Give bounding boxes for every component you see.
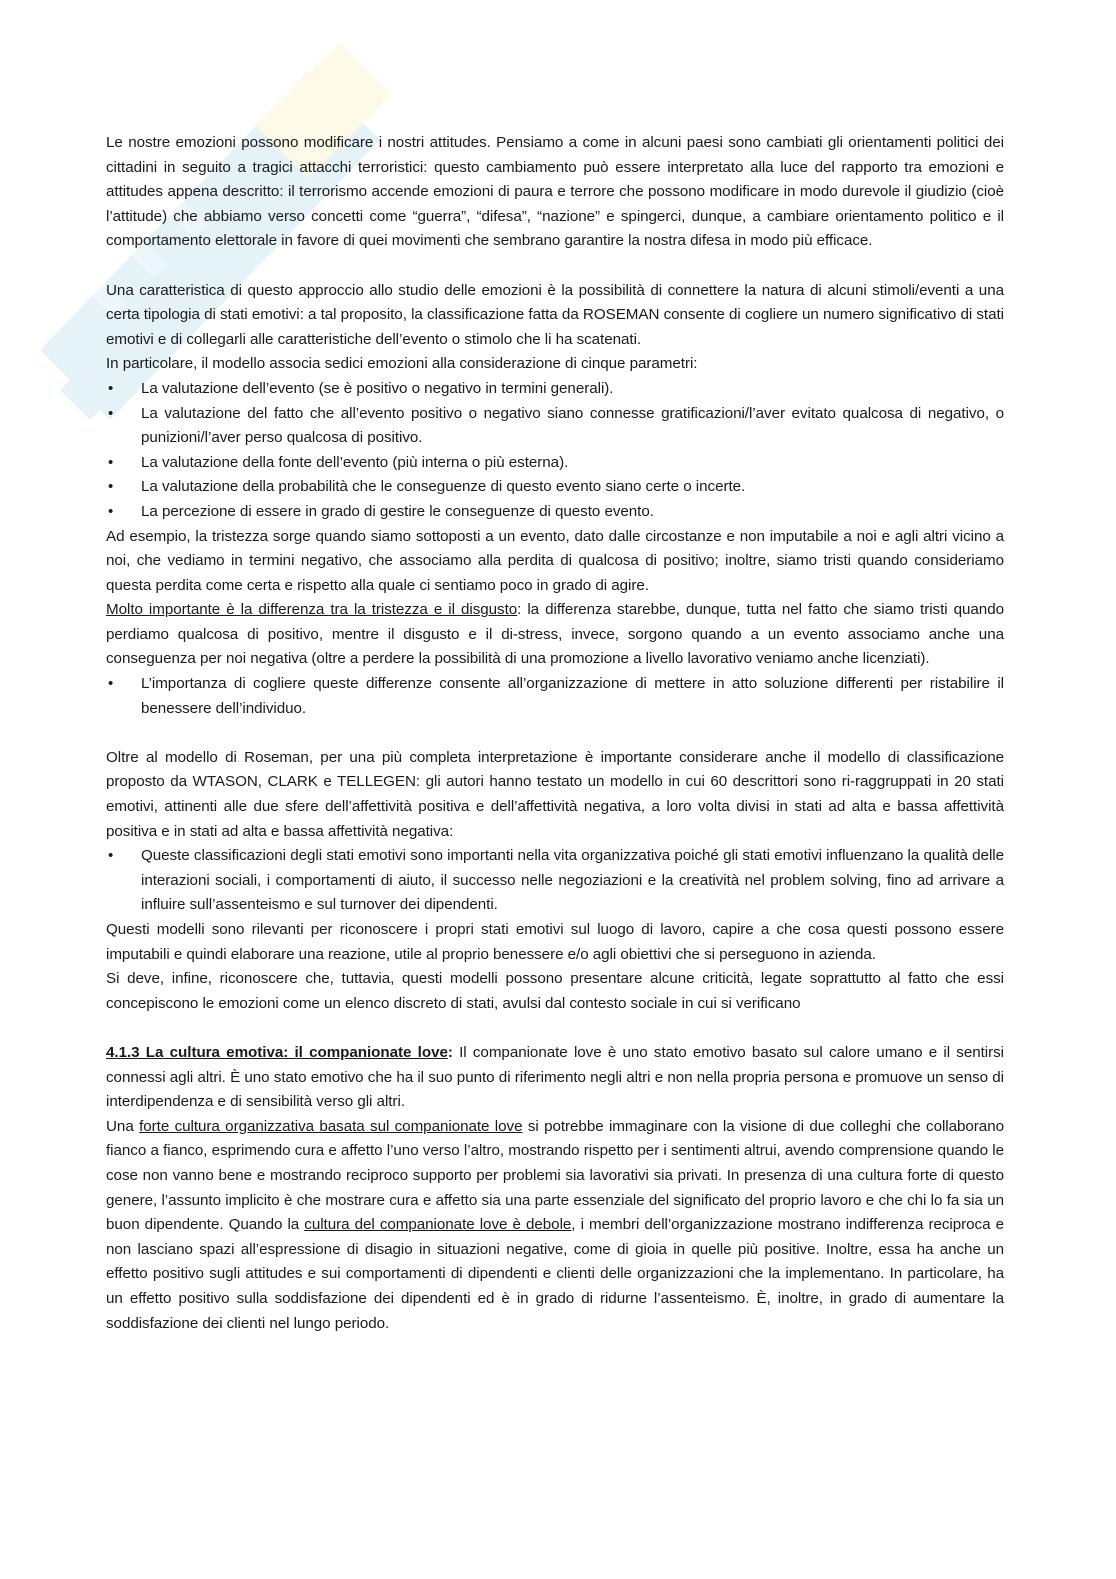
paragraph-emotions-attitudes: Le nostre emozioni possono modificare i nostri attitudes. Pensiamo a come in alcuni paesi sono cambiati gli orientamenti politici dei cittadini in seguito a tragici attacchi terroristici: questo cambiamento può essere interpretato alla luce del rapporto tra emozioni e attitudes appena descritto: il terrorismo accende emozioni di paura e terrore che possono modificare in modo durevole il giudizio (cioè l’attitude) che abbiamo verso concetti come “guerra”, “difesa”, “nazione” e spingerci, dunque, a cambiare orientamento politico e il comportamento elettorale in favore di quei movimenti che sembrano garantire la nostra difesa in modo più efficace. — [106, 134, 1004, 250]
paragraph-sadness-disgust: Molto importante è la differenza tra la tristezza e il disgusto: la differenza starebbe, dunque, tutta nel fatto che siamo tristi quando perdiamo qualcosa di positivo, mentre il disgusto e il di-stress, invece, sorgono quando a un evento associamo anche una conseguenza per noi negativa (oltre a perdere la possibilità di una promozione a livello lavorativo veniamo anche licenziati). — [106, 601, 1004, 668]
list-item: • La valutazione del fatto che all’evento positivo o negativo siano connesse gratificazioni/l’aver evitato qualcosa di negativo, o punizioni/l’aver perso qualcosa di positivo. — [106, 402, 1004, 451]
paragraph-companionate-love: 4.1.3 La cultura emotiva: il companionate love: Il companionate love è uno stato emotivo basato sul calore umano e il sentirsi connessi agli altri. È uno stato emotivo che ha il suo punto di riferimento negli altri e non nella propria persona e promuove un senso di interdipendenza e di sensibilità verso gli altri. — [106, 1043, 1004, 1111]
document-body — [106, 131, 1004, 1336]
paragraph-sadness-example: Ad esempio, la tristezza sorge quando siamo sottoposti a un evento, dato dalle circostanze e non imputabile a noi e agli altri vicino a noi, che vediamo in termini negativo, che associamo alla perdita di qualcosa di positivo; inoltre, siamo tristi quando consideriamo questa perdita come certa e rispetto alla quale ci sentiamo poco in grado di agire. — [106, 527, 1004, 594]
section-heading: 4.1.3 La cultura emotiva: il companionate love — [106, 1043, 448, 1061]
differences-list — [106, 672, 1004, 721]
paragraph-five-parameters: In particolare, il modello associa sedici emozioni alla considerazione di cinque parametri: — [106, 355, 698, 373]
parameters-list — [106, 377, 1004, 525]
list-item: • La valutazione dell’evento (se è positivo o negativo in termini generali). — [106, 377, 1004, 402]
paragraph-roseman-approach: Una caratteristica di questo approccio allo studio delle emozioni è la possibilità di connettere la natura di alcuni stimoli/eventi a una certa tipologia di stati emotivi: a tal proposito, la classificazione fatta da ROSEMAN consente di cogliere un numero significativo di stati emotivi e di collegarli alle caratteristiche dell’evento o stimolo che li ha scatenati. — [106, 281, 1004, 348]
list-item: • La valutazione della fonte dell’evento (più interna o più esterna). — [106, 451, 1004, 476]
underlined-phrase: Molto importante è la differenza tra la tristezza e il disgusto — [106, 601, 518, 619]
list-item: • La percezione di essere in grado di gestire le conseguenze di questo evento. — [106, 500, 1004, 525]
paragraph-models-criticism: Si deve, infine, riconoscere che, tuttavia, questi modelli possono presentare alcune criticità, legate soprattutto al fatto che essi concepiscono le emozioni come un elenco discreto di stati, avulsi dal contesto sociale in cui si verificano — [106, 970, 1004, 1012]
underlined-phrase: forte cultura organizzativa basata sul companionate love — [139, 1117, 523, 1135]
list-item: • Queste classificazioni degli stati emotivi sono importanti nella vita organizzativa poiché gli stati emotivi influenzano la qualità delle interazioni sociali, i comportamenti di aiuto, il successo nelle negoziazioni e la creatività nel problem solving, fino ad arrivare a influire sull’assenteismo e sul turnover dei dipendenti. — [106, 844, 1004, 918]
underlined-phrase: cultura del companionate love è debole — [304, 1216, 572, 1234]
list-item: • L’importanza di cogliere queste differenze consente all’organizzazione di mettere in atto soluzione differenti per ristabilire il benessere dell’individuo. — [106, 672, 1004, 721]
paragraph-watson-model: Oltre al modello di Roseman, per una più completa interpretazione è importante considerare anche il modello di classificazione proposto da WTASON, CLARK e TELLEGEN: gli autori hanno testato un modello in cui 60 descrittori sono ri-raggruppati in 20 stati emotivi, attinenti alle due sfere dell’affettività positiva e dell’affettività negativa, a loro volta divisi in stati ad alta e bassa affettività positiva e in stati ad alta e bassa affettività negativa: — [106, 748, 1004, 840]
classification-list — [106, 844, 1004, 918]
paragraph-models-relevance: Questi modelli sono rilevanti per riconoscere i propri stati emotivi sul luogo di lavoro, capire a che cosa questi possono essere imputabili e quindi elaborare una reazione, utile al proprio benessere e/o agli obiettivi che si perseguono in azienda. — [106, 921, 1004, 963]
paragraph-strong-culture: Una forte cultura organizzativa basata sul companionate love si potrebbe immaginare con la visione di due colleghi che collaborano fianco a fianco, esprimendo cura e affetto l’uno verso l’altro, mostrando rispetto per i sentimenti altrui, avendo comprensione quando le cose non vanno bene e mostrando reciproco supporto per problemi sia lavorativi sia privati. In presenza di una cultura forte di questo genere, l’assunto implicito è che mostrare cura e affetto sia una parte essenziale del significato del proprio lavoro e che chi lo fa sia un buon dipendente. Quando la cultura del companionate love è debole, i membri dell’organizzazione mostrano indifferenza reciproca e non lasciano spazi all’espressione di disagio in situazioni negative, come di gioia in quelle più positive. Inoltre, essa ha anche un effetto positivo sugli attitudes e sui comportamenti di dipendenti e clienti delle organizzazioni che la implementano. In particolare, ha un effetto positivo sulla soddisfazione dei dipendenti ed è in grado di ridurne l’assenteismo. È, inoltre, in grado di aumentare la soddisfazione dei clienti nel lungo periodo. — [106, 1117, 1004, 1332]
list-item: • La valutazione della probabilità che le conseguenze di questo evento siano certe o incerte. — [106, 475, 1004, 500]
